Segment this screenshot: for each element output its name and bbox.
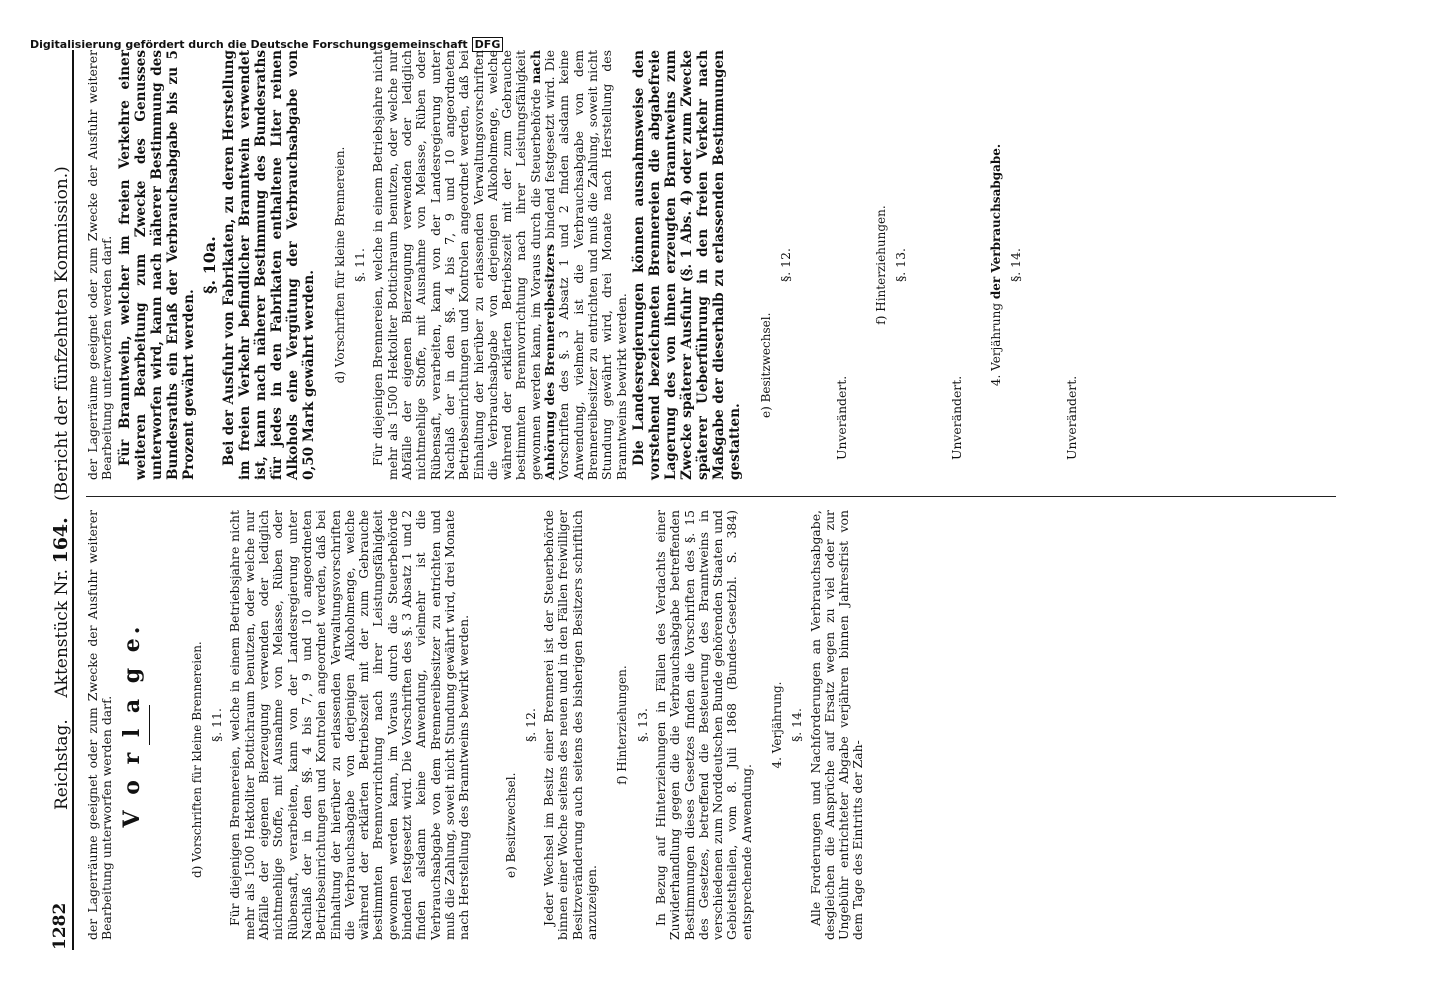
left-text-14: Alle Forderungen und Nachforderungen an Verbrauchsabgabe, desgleichen die Ansprüche auf Ersatz wegen zu viel oder zur Ungebühr entrichteter Abgabe verjähren binnen Jahresfrist von dem Tage des Eintritts der Zah-: [807, 510, 866, 940]
right-text-11b: bindend festgesetzt wird. Die Vorschriften des §. 3 Absatz 1 und 2 finden alsdann keine Anwendung, vielmehr ist die Verbrauchsabgabe von dem Brennereibesitzer zu entrichten und muß die Zahlung, soweit nicht Stundung gewährt wird, drei Monate nach Herstellung des Branntweins bewirkt werden.: [542, 50, 629, 480]
right-unv-13: Unverändert.: [949, 375, 965, 460]
header-rule: [72, 50, 74, 950]
header-number: 164.: [50, 517, 72, 564]
right-sub-4a: 4. Verjährung: [988, 302, 1003, 387]
right-para-13: §. 13.: [893, 248, 909, 282]
right-unv-12: Unverändert.: [834, 375, 850, 460]
right-text-11a: Für diejenigen Brennereien, welche in einem Betriebsjahre nicht mehr als 1500 Hektoliter Bottichraum benutzen, oder welche nur Abfälle der eigenen Bierzeugung verwenden oder lediglich nichtmehlige Stoffe, mit Ausnahme von Melasse, Rüben oder Rübensaft, verarbeiten, kann von der Landesregierung unter Nachlaß der in den §§. 4 bis 7, 9 und 10 angeordneten Betriebseinrichtungen und Kontrolen angeordnet werden, daß bei Einhaltung der hierüber zu erlassenden Verwaltungsvorschriften die Verbrauchsabgabe von derjenigen Alkoholmenge, welche während der erklärten Betriebszeit mit der zum Gebrauche bestimmten Brennvorrichtung nach ihrer Leistungsfähigkeit gewonnen werden kann, im Voraus durch die Steuerbehörde: [370, 50, 543, 480]
left-sub-e: e) Besitzwechsel.: [503, 772, 518, 878]
right-para-10a: §. 10a.: [199, 236, 219, 294]
left-sub-f: f) Hinterziehungen.: [615, 665, 630, 785]
page-header: [50, 50, 70, 950]
left-para-13: §. 13.: [634, 708, 650, 742]
right-para-11: §. 11.: [352, 248, 368, 282]
header-document: Aktenstück Nr.: [52, 568, 72, 698]
right-sub-4: [989, 50, 1003, 480]
left-intro: der Lagerräume geeignet oder zum Zwecke der Ausfuhr weiterer Bearbeitung unterworfen werden darf.: [85, 510, 115, 940]
right-unv-14: Unverändert.: [1064, 375, 1080, 460]
right-sub-d: d) Vorschriften für kleine Brennereien.: [332, 146, 347, 384]
left-text-13: In Bezug auf Hinterziehungen in Fällen des Verdachts einer Zuwiderhandlung gegen die die Verbrauchsabgabe betreffenden Bestimmungen dieses Gesetzes finden die Vorschriften des §. 15 des Gesetzes, betreffend die Besteuerung des Branntweins in verschiedenen zum Norddeutschen Bunde gehörenden Staaten und Gebietstheilen, vom 8. Juli 1868 (Bundes-Gesetzbl. S. 384) entsprechende Anwendung.: [652, 510, 754, 940]
header-source: Reichstag.: [52, 719, 72, 810]
right-column: [86, 50, 1104, 480]
right-branntwein: Für Branntwein, welcher im freien Verkehre einer weiteren Bearbeitung zum Zwecke des Genusses unterworfen wird, kann nach näherer Bestimmung des Bundesraths ein Erlaß der Verbrauchsabgabe bis zu 5 Prozent gewährt werden.: [116, 50, 197, 480]
right-text-11: [371, 50, 628, 480]
right-sub-e: e) Besitzwechsel.: [758, 312, 773, 418]
dfg-logo: DFG: [472, 37, 504, 52]
right-text-11-bold: nach Anhörung des Brennereibesitzers: [527, 50, 558, 480]
right-intro: der Lagerräume geeignet oder zum Zwecke der Ausfuhr weiterer Bearbeitung unterworfen werden darf.: [85, 50, 115, 480]
left-para-11: §. 11.: [209, 708, 225, 742]
left-sub-d: d) Vorschriften für kleine Brennereien.: [189, 641, 204, 878]
left-title: V o r l a g e.: [118, 622, 145, 828]
left-text-11: Für diejenigen Brennereien, welche in einem Betriebsjahre nicht mehr als 1500 Hektoliter Bottichraum benutzen, oder welche nur Abfälle der eigenen Bierzeugung verwenden oder lediglich nichtmehlige Stoffe, mit Ausnahme von Melasse, Rüben oder Rübensaft, verarbeiten, kann von der Landesregierung unter Nachlaß der in den §§. 4 bis 7, 9 und 10 angeordneten Betriebseinrichtungen und Kontrolen angeordnet werden, daß bei Einhaltung der hierüber zu erlassenden Verwaltungsvorschriften die Verbrauchsabgabe von derjenigen Alkoholmenge, welche während der erklärten Betriebszeit mit der zum Gebrauche bestimmten Brennvorrichtung nach ihrer Leistungsfähigkeit gewonnen werden kann, im Voraus durch die Steuerbehörde bindend festgesetzt wird. Die Vorschriften des §. 3 Absatz 1 und 2 finden alsdann keine Anwendung, vielmehr ist die Verbrauchsabgabe von dem Brennereibesitzer zu entrichten und muß die Zahlung, soweit nicht Stundung gewährt wird, drei Monate nach Herstellung des Branntweins bewirkt werden.: [227, 510, 472, 940]
left-column: [86, 510, 868, 940]
dfg-note-text: Digitalisierung gefördert durch die Deutsche Forschungsgemeinschaft: [30, 38, 468, 51]
right-para-14: §. 14.: [1007, 248, 1023, 282]
left-para-14: §. 14.: [789, 708, 805, 742]
column-divider: [86, 496, 1336, 497]
left-sub-4: 4. Verjährung.: [769, 681, 784, 769]
page-number: 1282: [50, 902, 70, 950]
right-landes: Die Landesregierungen können ausnahmsweise den vorstehend bezeichneten Brennereien die abgabefreie Lagerung des von ihnen erzeugten Branntweins zum Zwecke späterer Ausfuhr (§. 1 Abs. 4) oder zum Zwecke späterer Ueberführung in den freien Verkehr nach Maßgabe der dieserhalb zu erlassenden Bestimmungen gestatten.: [630, 50, 743, 480]
right-sub-4b: der Verbrauchsabgabe.: [988, 143, 1003, 300]
left-text-12: Jeder Wechsel im Besitz einer Brennerei ist der Steuerbehörde binnen einer Woche seitens des neuen und in den Fällen freiwilliger Besitzveränderung auch seitens des bisherigen Besitzers schriftlich anzuzeigen.: [541, 510, 600, 940]
right-para-12: §. 12.: [778, 248, 794, 282]
header-report: (Bericht der fünfzehnten Kommission.): [52, 166, 72, 502]
right-text-10a: Bei der Ausfuhr von Fabrikaten, zu deren Herstellung im freien Verkehr befindlicher Branntwein verwendet ist, kann nach näherer Bestimmung des Bundesraths für jedes in den Fabrikaten enthaltene Liter reinen Alkohols eine Vergütung der Verbrauchsabgabe von 0,50 Mark gewährt werden.: [220, 50, 317, 480]
header-meta: [50, 166, 72, 810]
right-sub-f: f) Hinterziehungen.: [873, 205, 888, 325]
left-para-12: §. 12.: [522, 708, 538, 742]
left-title-rule: [149, 705, 150, 745]
